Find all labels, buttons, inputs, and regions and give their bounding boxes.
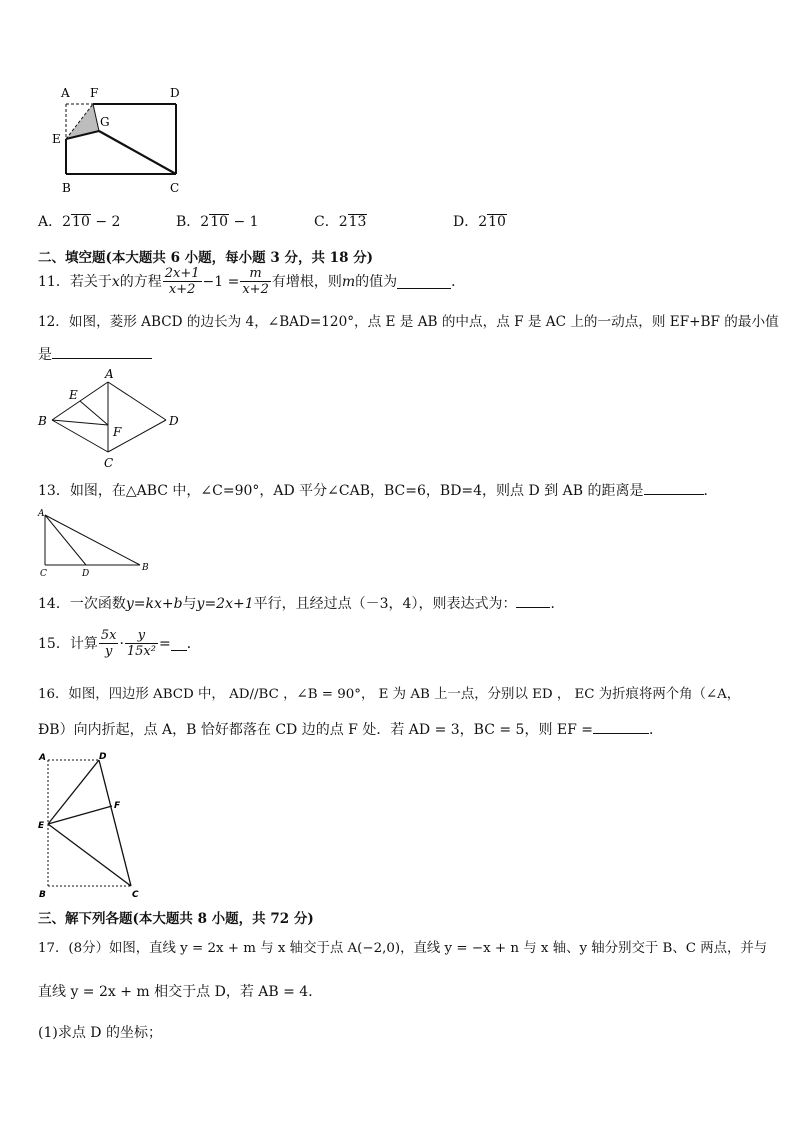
q11-fraction-1: $\frac{2x+1}{x+2}$ xyxy=(164,266,200,297)
figure-q10-rectangle xyxy=(48,82,198,197)
answer-blank-q12[interactable] xyxy=(52,344,152,359)
q15-fraction-1: $\frac{5x}{y}$ xyxy=(100,628,117,659)
label-c: C xyxy=(104,456,114,470)
line-ed xyxy=(48,760,99,824)
answer-blank-q15[interactable] xyxy=(171,636,187,651)
label-c: C xyxy=(40,569,47,579)
line-ec xyxy=(48,824,131,886)
figure-q16-svg xyxy=(36,752,148,900)
label-a: A xyxy=(61,86,70,100)
question-13: 13．如图，在△ABC 中，∠C=90°，AD 平分∠CAB，BC=6，BD=4，则点 D 到 AB 的距离是 ． xyxy=(38,480,718,500)
section-2-heading: 二、填空题(本大题共 6 小题，每小题 3 分，共 18 分) xyxy=(38,250,374,266)
line-gc xyxy=(99,131,176,174)
label-f: F xyxy=(114,801,121,811)
q10-option-b: B．210 − 1 xyxy=(176,214,259,230)
label-d: D xyxy=(99,752,107,762)
q10-option-a: A．210 − 2 xyxy=(38,214,121,230)
line-dc xyxy=(99,760,131,886)
section-3-heading: 三、解下列各题(本大题共 8 小题，共 72 分) xyxy=(38,911,314,927)
answer-blank-q14[interactable] xyxy=(516,593,550,608)
figure-q13-triangle xyxy=(36,506,156,578)
label-e: E xyxy=(38,821,45,831)
answer-blank-q16[interactable] xyxy=(593,719,649,734)
q11-fraction-2: $\frac{m}{x+2}$ xyxy=(242,266,269,297)
label-e: E xyxy=(69,388,78,402)
side-ad xyxy=(108,382,166,420)
label-c: C xyxy=(170,181,180,195)
label-d: D xyxy=(169,414,179,428)
figure-q10-svg xyxy=(48,82,198,197)
figure-q16-trapezoid xyxy=(36,752,148,900)
question-16-line-1: 16．如图，四边形 ABCD 中， AD//BC ，∠B = 90°， E 为 AB 上一点，分别以 ED ， EC 为折痕将两个角（∠A， xyxy=(38,687,741,702)
label-b: B xyxy=(62,181,71,195)
label-b: B xyxy=(38,414,47,428)
label-d: D xyxy=(170,86,180,100)
q10-option-c: C．213 xyxy=(314,214,367,230)
q15-fraction-2: $\frac{y}{\text{15x²}}$ xyxy=(126,628,156,659)
question-11: 11．若关于 x 的方程 $\frac{2x+1}{x+2}$ −1 = $\frac{m}{x+2}$ 有增根，则 m 的值为 ． xyxy=(38,266,466,297)
figure-q12-rhombus xyxy=(36,366,186,472)
side-cb xyxy=(52,420,108,452)
answer-blank-q13[interactable] xyxy=(644,480,704,495)
question-17-line-2: 直线 y = 2x + m 相交于点 D，若 AB = 4． xyxy=(38,984,323,1000)
question-12-line-1: 12．如图，菱形 ABCD 的边长为 4，∠BAD=120°，点 E 是 AB 的中点，点 F 是 AC 上的一动点，则 EF+BF 的最小值 xyxy=(38,314,779,330)
figure-q13-svg xyxy=(36,506,156,578)
question-17-line-1: 17．(8分）如图，直线 y = 2x + m 与 x 轴交于点 A(−2,0)，直线 y = −x + n 与 x 轴、y 轴分别交于 B、C 两点，并与 xyxy=(38,941,768,956)
label-b: B xyxy=(39,890,46,900)
q10-option-d: D．210 xyxy=(453,214,506,230)
question-15: 15．计算 $\frac{5x}{y}$ · $\frac{y}{\text{15x²}}$ = ． xyxy=(38,628,201,659)
figure-q12-svg xyxy=(36,366,186,472)
line-ef xyxy=(48,806,112,824)
label-f: F xyxy=(90,86,99,100)
label-a: A xyxy=(105,367,114,381)
question-16-line-2: ÐB）向内折起，点 A，B 恰好都落在 CD 边的点 F 处．若 AD = 3，BC = 5，则 EF = ． xyxy=(38,719,663,739)
question-14: 14．一次函数y=kx+b与y=2x+1平行，且经过点（－3，4），则表达式为： ． xyxy=(38,593,564,613)
label-d: D xyxy=(82,569,90,579)
seg-ad xyxy=(45,515,86,565)
label-a: A xyxy=(39,753,46,763)
question-12-line-2: 是 xyxy=(38,344,152,364)
side-ab xyxy=(45,515,140,565)
label-a: A xyxy=(38,509,45,519)
label-e: E xyxy=(52,132,61,146)
seg-ef xyxy=(80,401,108,425)
label-c: C xyxy=(132,890,139,900)
question-17-part-1: (1)求点 D 的坐标； xyxy=(38,1025,162,1041)
label-g: G xyxy=(100,115,110,129)
label-f: F xyxy=(113,425,122,439)
answer-blank-q11[interactable] xyxy=(397,274,451,289)
label-b: B xyxy=(142,563,149,573)
